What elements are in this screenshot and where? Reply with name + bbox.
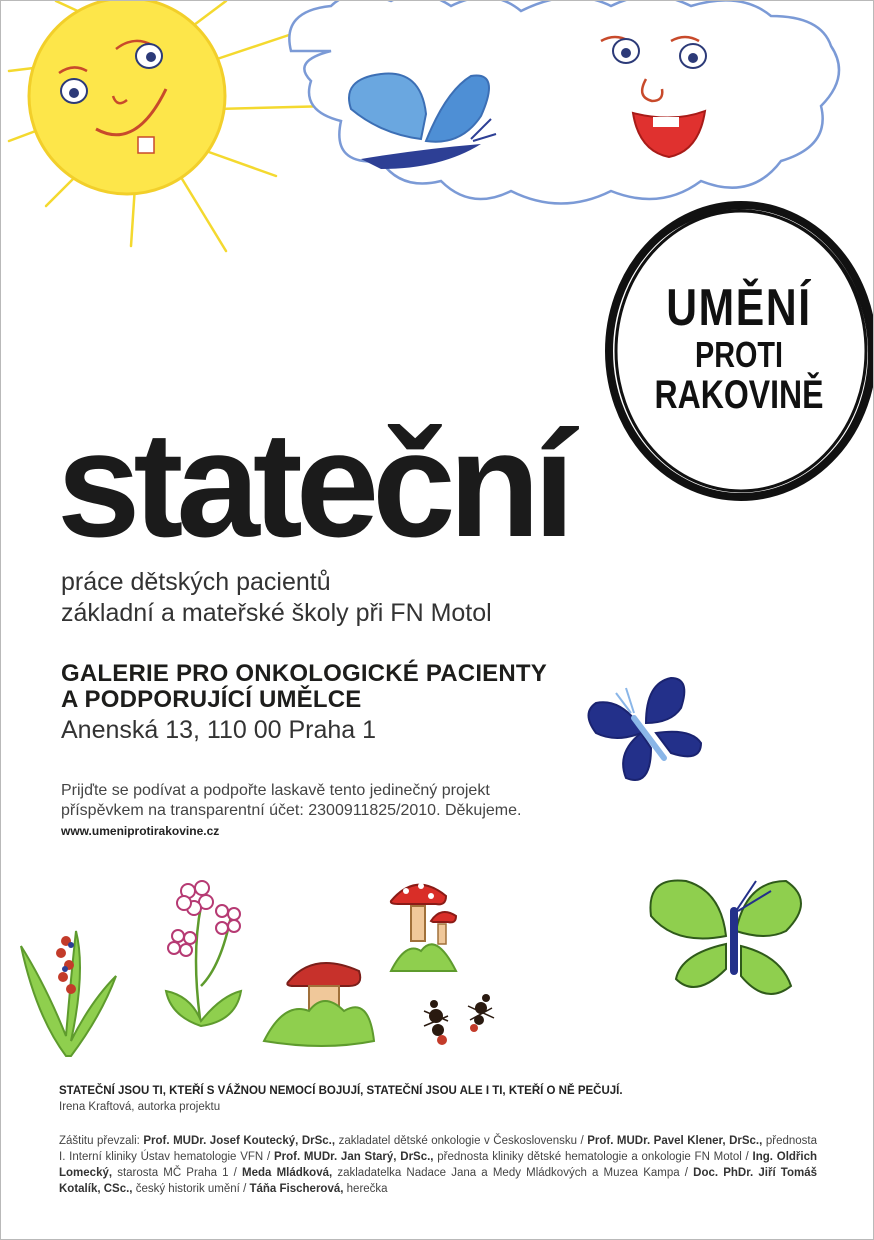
invitation-line-1: Prijďte se podívat a podpořte laskavě tento jedinečný projekt: [61, 782, 490, 799]
blue-butterfly-middle: [586, 673, 711, 788]
motto-author: Irena Kraftová, autorka projektu: [59, 1101, 221, 1113]
patron-1-name: Prof. MUDr. Josef Koutecký, DrSc.,: [143, 1135, 336, 1147]
subtitle: [61, 567, 492, 629]
gallery-address: Anenská 13, 110 00 Praha 1: [61, 716, 377, 744]
badge-line-2: PROTI: [694, 334, 783, 375]
patron-2-role: přednosta I. Interní kliniky Ústav hematologie VFN /: [59, 1135, 817, 1163]
toadstools-drawing: [386, 876, 461, 976]
patron-5-name: Meda Mládková,: [242, 1167, 333, 1179]
flower-plant-drawing: [11, 921, 121, 1061]
badge-text: [619, 279, 859, 417]
invitation-line-2: příspěvkem na transparentní účet: 2300911825/2010. Děkujeme.: [61, 802, 522, 819]
patron-3-name: Prof. MUDr. Jan Starý, DrSc.,: [273, 1151, 434, 1163]
invitation: [61, 781, 521, 841]
subtitle-line-1: práce dětských pacientů: [61, 568, 331, 596]
badge-line-1: UMĚNÍ: [666, 279, 812, 337]
ants-drawing: [416, 986, 511, 1051]
subtitle-line-2: základní a mateřské školy při FN Motol: [61, 599, 492, 627]
gallery-name-line-1: GALERIE PRO ONKOLOGICKÉ PACIENTY: [61, 660, 547, 687]
website-link[interactable]: www.umeniprotirakovine.cz: [61, 824, 220, 838]
motto-block: [59, 1083, 623, 1115]
gallery-name-line-2: A PODPORUJÍCÍ UMĚLCE: [61, 686, 362, 713]
blue-butterfly-top: [341, 69, 501, 179]
patron-6-role: český historik umění /: [135, 1183, 247, 1195]
patron-5-role: zakladatelka Nadace Jana a Medy Mládkových a Muzea Kampa /: [337, 1167, 688, 1179]
badge-line-3: RAKOVINĚ: [654, 373, 824, 417]
patron-1-role: zakladatel dětské onkologie v Československu /: [338, 1135, 584, 1147]
patron-3-role: přednosta kliniky dětské hematologie a onkologie FN Motol /: [437, 1151, 749, 1163]
green-butterfly-drawing: [646, 866, 816, 1006]
patron-4-name: Ing. Oldřich Lomecký,: [59, 1151, 817, 1179]
patron-7-name: Táňa Fischerová,: [249, 1183, 344, 1195]
patrons-intro: Záštitu převzali:: [59, 1135, 140, 1147]
mushroom-grass-drawing: [259, 951, 379, 1051]
patron-2-name: Prof. MUDr. Pavel Klener, DrSc.,: [587, 1135, 763, 1147]
patron-7-role: herečka: [346, 1183, 388, 1195]
motto-quote: STATEČNÍ JSOU TI, KTEŘÍ S VÁŽNOU NEMOCÍ BOJUJÍ, STATEČNÍ JSOU ALE I TI, KTEŘÍ O NĚ PEČUJÍ.: [59, 1085, 623, 1097]
pink-flowers-drawing: [156, 876, 251, 1036]
patron-6-name: Doc. PhDr. Jiří Tomáš Kotalík, CSc.,: [59, 1167, 818, 1195]
patron-4-role: starosta MČ Praha 1 /: [117, 1167, 237, 1179]
patrons-paragraph: [59, 1133, 817, 1197]
gallery-block: [61, 661, 547, 747]
poster-title: stateční: [57, 400, 568, 568]
